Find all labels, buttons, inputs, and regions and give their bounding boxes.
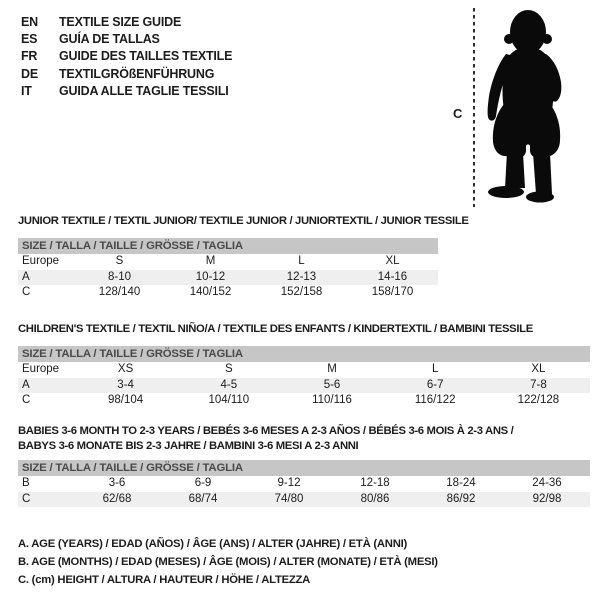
row-label: Europe bbox=[22, 255, 60, 267]
language-code: ES bbox=[21, 31, 38, 46]
cell: 5-6 bbox=[323, 378, 341, 391]
row-label: B bbox=[22, 477, 30, 489]
cell: 9-12 bbox=[277, 477, 301, 489]
cell: XL bbox=[385, 255, 400, 267]
cell: 24-36 bbox=[532, 477, 562, 489]
row-label: Europe bbox=[22, 363, 60, 375]
cell: 158/170 bbox=[371, 286, 414, 299]
language-row-en bbox=[21, 13, 232, 30]
cell: 98/104 bbox=[108, 394, 144, 407]
cell: 128/140 bbox=[98, 286, 141, 299]
cell: 140/152 bbox=[189, 286, 232, 299]
table-title: CHILDREN'S TEXTILE / TEXTIL NIÑO/A / TEXTILE DES ENFANTS / KINDERTEXTIL / BAMBINI TESSILE bbox=[18, 323, 533, 335]
language-label: GUIDA ALLE TAGLIE TESSILI bbox=[59, 83, 229, 98]
cell: 6-7 bbox=[426, 378, 444, 391]
table-row-height bbox=[18, 393, 590, 409]
cell: 4-5 bbox=[220, 378, 238, 391]
cell: 3-4 bbox=[117, 378, 134, 391]
cell: 68/74 bbox=[188, 492, 218, 505]
legend-notes bbox=[18, 536, 438, 589]
cell: 110/116 bbox=[312, 394, 352, 407]
cell: 104/110 bbox=[208, 394, 250, 407]
language-label: GUIDE DES TAILLES TEXTILE bbox=[59, 49, 233, 64]
cell: S bbox=[224, 363, 233, 375]
table-row-age bbox=[18, 270, 438, 286]
row-label: A bbox=[22, 378, 30, 391]
table-rows bbox=[18, 362, 590, 409]
note-age-years: A. AGE (YEARS) / EDAD (AÑOS) / ÂGE (ANS) / ALTER (JAHRE) / ETÀ (ANNI) bbox=[18, 538, 408, 550]
cell: 74/80 bbox=[274, 492, 304, 505]
table-row-height bbox=[18, 492, 590, 508]
language-code: FR bbox=[21, 49, 38, 64]
language-list bbox=[21, 13, 232, 99]
size-header-bar: SIZE / TALLA / TAILLE / GRÖSSE / TAGLIA bbox=[18, 238, 438, 254]
size-header-bar: SIZE / TALLA / TAILLE / GRÖSSE / TAGLIA bbox=[18, 460, 590, 476]
language-row-de bbox=[21, 65, 232, 82]
table-rows bbox=[18, 476, 590, 507]
cell: M bbox=[205, 255, 216, 267]
language-code: IT bbox=[21, 83, 32, 98]
row-label: C bbox=[22, 492, 31, 505]
cell: M bbox=[327, 363, 337, 375]
row-label: C bbox=[22, 286, 31, 299]
size-table-babies bbox=[18, 424, 590, 507]
language-code: DE bbox=[21, 66, 38, 81]
toddler-silhouette-image bbox=[486, 8, 566, 205]
cell: L bbox=[432, 363, 439, 375]
cell: 10-12 bbox=[195, 270, 226, 283]
cell: 7-8 bbox=[530, 378, 547, 391]
cell: 12-18 bbox=[360, 477, 390, 489]
row-label: C bbox=[22, 394, 31, 407]
size-header-bar: SIZE / TALLA / TAILLE / GRÖSSE / TAGLIA bbox=[18, 346, 590, 362]
cell: 18-24 bbox=[446, 477, 476, 489]
language-code: EN bbox=[21, 14, 38, 29]
cell: 86/92 bbox=[446, 492, 476, 505]
cell: 62/68 bbox=[102, 492, 132, 505]
cell: 92/98 bbox=[532, 492, 562, 505]
table-title-line1: BABIES 3-6 MONTH TO 2-3 YEARS / BEBÉS 3-6 MESES A 2-3 AÑOS / BÉBÉS 3-6 MOIS À 2-3 ANS / bbox=[18, 425, 514, 437]
table-rows bbox=[18, 254, 438, 301]
cell: 152/158 bbox=[280, 286, 323, 299]
language-row-it bbox=[21, 82, 232, 99]
language-label: GUÍA DE TALLAS bbox=[59, 31, 160, 46]
row-label: A bbox=[22, 270, 30, 283]
cell: 116/122 bbox=[414, 394, 456, 407]
table-row-height bbox=[18, 285, 438, 301]
cell: L bbox=[298, 255, 305, 267]
cell: 6-9 bbox=[194, 477, 212, 489]
cell: S bbox=[115, 255, 124, 267]
table-row-age bbox=[18, 378, 590, 394]
language-row-es bbox=[21, 30, 232, 47]
table-row-europe bbox=[18, 254, 438, 270]
cell: XS bbox=[117, 363, 134, 375]
cell: 3-6 bbox=[108, 477, 126, 489]
note-height-cm: C. (cm) HEIGHT / ALTURA / HAUTEUR / HÖHE / ALTEZZA bbox=[18, 573, 311, 586]
language-label: TEXTILE SIZE GUIDE bbox=[59, 14, 182, 29]
cell: XL bbox=[531, 363, 546, 375]
language-row-fr bbox=[21, 48, 232, 65]
height-measure-label: C bbox=[453, 106, 463, 121]
cell: 14-16 bbox=[377, 270, 408, 283]
height-dashed-line bbox=[473, 8, 475, 207]
cell: 12-13 bbox=[286, 270, 317, 283]
table-row-europe bbox=[18, 362, 590, 378]
table-row-months bbox=[18, 476, 590, 492]
table-title-line2: BABYS 3-6 MONATE BIS 2-3 JAHRE / BAMBINI 3-6 MESI A 2-3 ANNI bbox=[18, 440, 359, 452]
note-age-months: B. AGE (MONTHS) / EDAD (MESES) / ÂGE (MOIS) / ALTER (MONATE) / ETÀ (MESI) bbox=[18, 555, 438, 568]
cell: 122/128 bbox=[517, 394, 560, 407]
cell: 80/86 bbox=[360, 492, 390, 505]
size-table-junior bbox=[18, 214, 469, 301]
cell: 8-10 bbox=[107, 270, 132, 283]
table-title: JUNIOR TEXTILE / TEXTIL JUNIOR/ TEXTILE JUNIOR / JUNIORTEXTIL / JUNIOR TESSILE bbox=[18, 215, 469, 227]
language-label: TEXTILGRÖßENFÜHRUNG bbox=[59, 66, 215, 81]
size-table-children bbox=[18, 322, 590, 409]
